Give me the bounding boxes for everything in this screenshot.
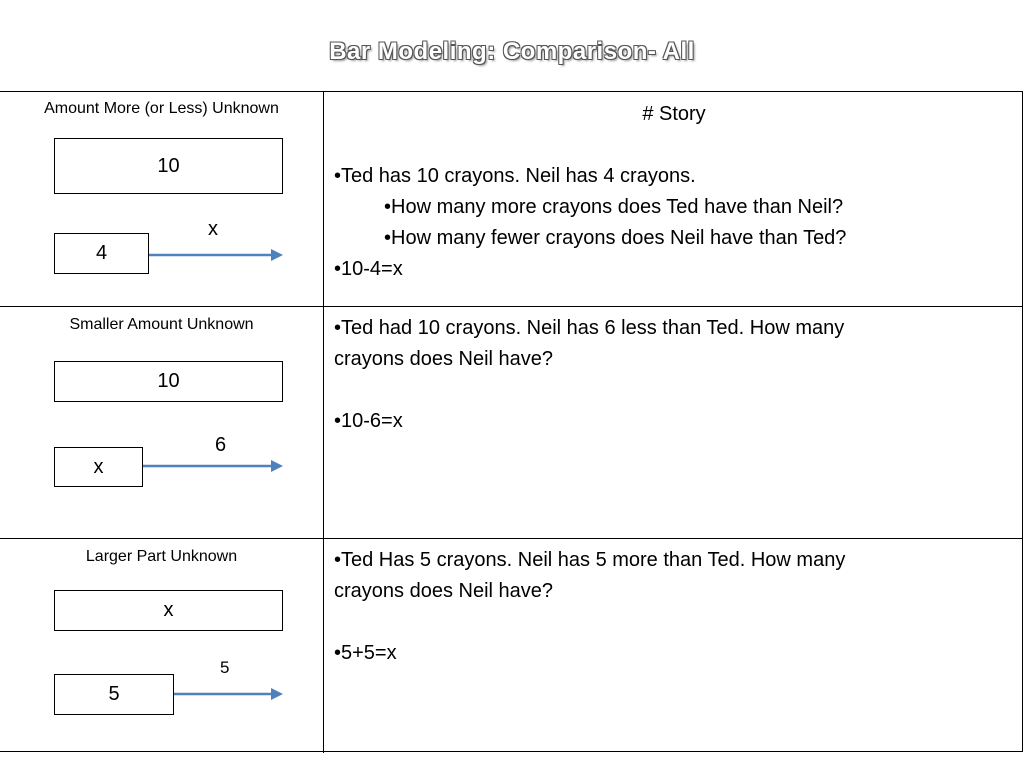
row-2-difference-arrow-icon [143,458,284,474]
row-3-big-bar: x [54,590,283,631]
row-1-label: Amount More (or Less) Unknown [44,100,279,117]
row-divider [0,306,1023,307]
row-2-story [334,313,1014,437]
story-line: crayons does Neil have? [334,348,554,370]
row-3-difference-label: 5 [220,658,230,677]
column-divider [323,92,324,753]
row-1-difference-label: x [208,218,218,240]
row-1-big-bar: 10 [54,138,283,194]
row-1-story [334,99,1014,285]
story-line: crayons does Neil have? [334,580,554,602]
row-3-story [334,545,1014,669]
page-title: Bar Modeling: Comparison- All [329,38,695,65]
row-2-label: Smaller Amount Unknown [69,316,254,333]
story-heading: # Story [642,103,706,125]
story-line: •Ted Has 5 crayons. Neil has 5 more than Ted. How many [334,549,846,571]
row-3-small-bar: 5 [54,674,174,715]
row-divider [0,538,1023,539]
row-1-small-bar: 4 [54,233,149,274]
story-line: •How many fewer crayons does Neil have than Ted? [384,227,847,249]
story-equation: •5+5=x [334,642,397,664]
row-2-small-bar: x [54,447,143,487]
story-line: •How many more crayons does Ted have than Neil? [384,196,844,218]
row-2-big-bar: 10 [54,361,283,402]
row-2-difference-label: 6 [215,434,227,456]
row-1-difference-arrow-icon [149,247,284,263]
story-line: •Ted had 10 crayons. Neil has 6 less than Ted. How many [334,317,845,339]
story-line: •Ted has 10 crayons. Neil has 4 crayons. [334,165,696,187]
row-3-difference-arrow-icon [174,686,284,702]
row-3-label: Larger Part Unknown [85,548,238,565]
story-equation: •10-4=x [334,258,403,280]
comparison-table [0,91,1023,752]
story-equation: •10-6=x [334,410,403,432]
